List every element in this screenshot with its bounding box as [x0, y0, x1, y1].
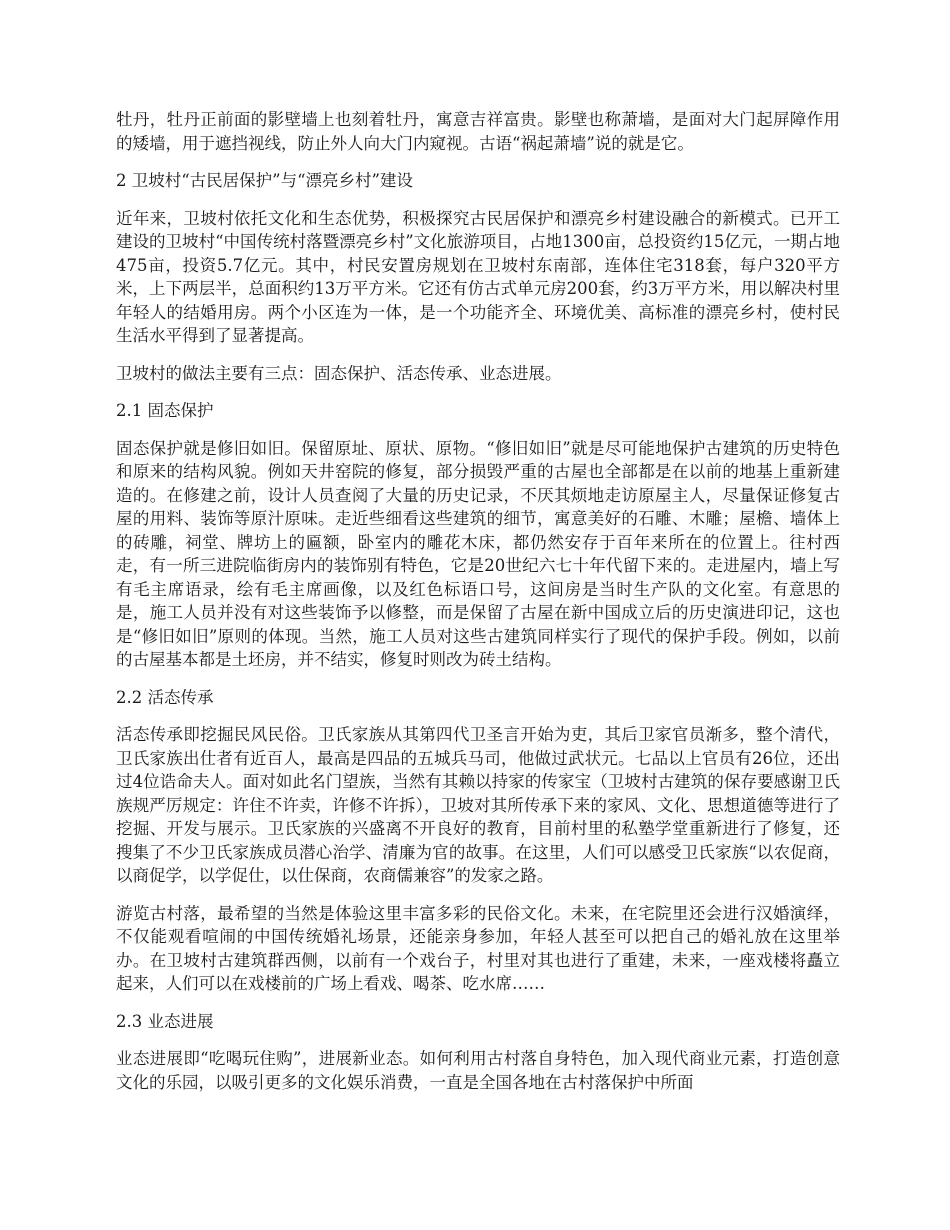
- paragraph-project-overview: 近年来，卫坡村依托文化和生态优势，积极探究古民居保护和漂亮乡村建设融合的新模式。已开工建设的卫坡村“中国传统村落暨漂亮乡村”文化旅游项目，占地1300亩，总投资约15亿元，一期占地475亩，投资5.7亿元。其中，村民安置房规划在卫坡村东南部，连体住宅318套，每户320平方米，上下两层半，总面积约13万平方米。它还有仿古式单元房200套，约3万平方米，用以解决村里年轻人的结婚用房。两个小区连为一体，是一个功能齐全、环境优美、高标准的漂亮乡村，使村民生活水平得到了显著提高。: [116, 208, 840, 345]
- document-body: [116, 108, 840, 1108]
- paragraph-solid-protection: 固态保护就是修旧如旧。保留原址、原状、原物。“修旧如旧”就是尽可能地保护古建筑的历史特色和原来的结构风貌。例如天井窑院的修复，部分损毁严重的古屋也全部都是在以前的地基上重新建造的。在修建之前，设计人员查阅了大量的历史记录，不厌其烦地走访原屋主人，尽量保证修复古屋的用料、装饰等原汁原味。走近些细看这些建筑的细节，寓意美好的石雕、木雕；屋檐、墙体上的砖雕，祠堂、牌坊上的匾额，卧室内的雕花木床，都仍然安存于百年来所在的位置上。往村西走，有一所三进院临街房内的装饰别有特色，它是20世纪六七十年代留下来的。走进屋内，墙上写有毛主席语录，绘有毛主席画像，以及红色标语口号，这间房是当时生产队的文化室。有意思的是，施工人员并没有对这些装饰予以修整，而是保留了古屋在新中国成立后的历史演进印记，这也是“修旧如旧”原则的体现。当然，施工人员对这些古建筑同样实行了现代的保护手段。例如，以前的古屋基本都是土坯房，并不结实，修复时则改为砖土结构。: [116, 438, 840, 669]
- section-heading-2-2: 2.2 活态传承: [116, 687, 214, 707]
- paragraph-business-development: 业态进展即“吃喝玩住购”，进展新业态。如何利用古村落自身特色，加入现代商业元素，打造创意文化的乐园，以吸引更多的文化娱乐消费，一直是全国各地在古村落保护中所面: [116, 1049, 840, 1092]
- paragraph-three-approaches: 卫坡村的做法主要有三点：固态保护、活态传承、业态进展。: [116, 363, 562, 383]
- paragraph-folk-culture: 游览古村落，最希望的当然是体验这里丰富多彩的民俗文化。未来，在宅院里还会进行汉婚演绎，不仅能观看喧闹的中国传统婚礼场景，还能亲身参加，年轻人甚至可以把自己的婚礼放在这里举办。在卫坡村古建筑群西侧，以前有一个戏台子，村里对其也进行了重建，未来，一座戏楼将矗立起来，人们可以在戏楼前的广场上看戏、喝茶、吃水席……: [116, 903, 840, 993]
- section-heading-2: 2 卫坡村“古民居保护”与“漂亮乡村”建设: [116, 171, 413, 190]
- section-heading-2-3: 2.3 业态进展: [116, 1011, 214, 1031]
- paragraph-peony-screen-wall: 牡丹，牡丹正前面的影壁墙上也刻着牡丹，寓意吉祥富贵。影壁也称萧墙，是面对大门起屏障作用的矮墙，用于遮挡视线，防止外人向大门内窥视。古语“祸起萧墙”说的就是它。: [116, 110, 840, 153]
- paragraph-living-heritage: 活态传承即挖掘民风民俗。卫氏家族从其第四代卫圣言开始为吏，其后卫家官员渐多，整个清代，卫氏家族出仕者有近百人，最高是四品的五城兵马司，他做过武状元。七品以上官员有26位，还出过4位诰命夫人。面对如此名门望族，当然有其赖以持家的传家宝（卫坡村古建筑的保存要感谢卫氏族规严厉规定：许住不许卖，许修不许拆），卫坡对其所传承下来的家风、文化、思想道德等进行了挖掘、开发与展示。卫氏家族的兴盛离不开良好的教育，目前村里的私塾学堂重新进行了修复，还搜集了不少卫氏家族成员潜心治学、清廉为官的故事。在这里，人们可以感受卫氏家族“以农促商，以商促学，以学促仕，以仕保商，农商儒兼容”的发家之路。: [116, 725, 840, 885]
- section-heading-2-1: 2.1 固态保护: [116, 401, 214, 420]
